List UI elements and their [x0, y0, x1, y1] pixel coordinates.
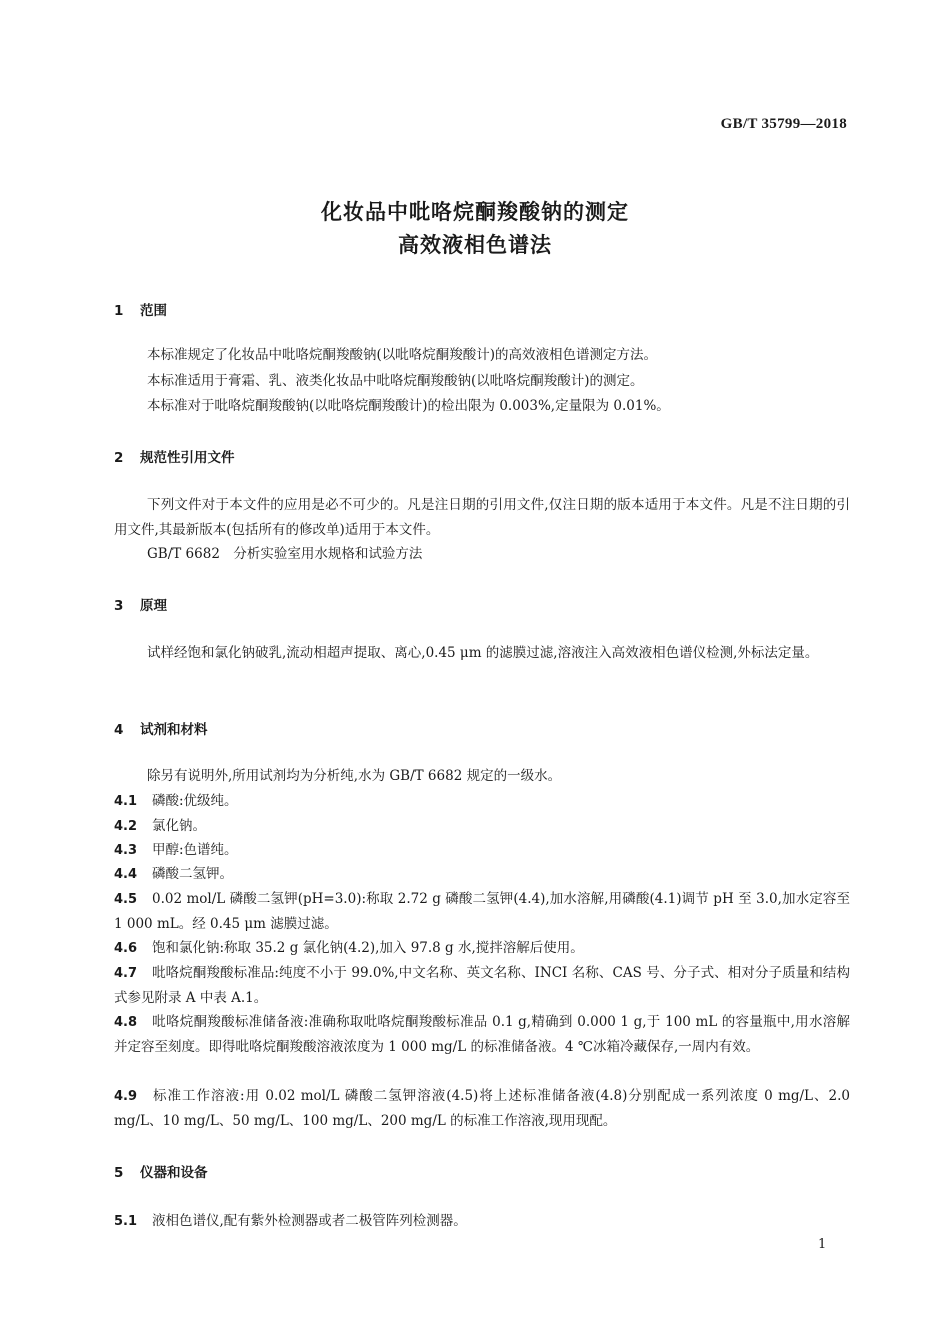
- section-heading-principle: [114, 594, 167, 614]
- paragraph: 本标准规定了化妆品中吡咯烷酮羧酸钠(以吡咯烷酮羧酸计)的高效液相色谱测定方法。: [147, 347, 658, 363]
- clause-text: 甲醇:色谱纯。: [152, 842, 238, 858]
- section-title: 试剂和材料: [140, 722, 208, 738]
- section-number: 1: [114, 303, 124, 319]
- clause-item: [114, 1084, 850, 1134]
- section-heading-references: [114, 446, 235, 466]
- section-heading-scope: [114, 299, 167, 319]
- document-title: 化妆品中吡咯烷酮羧酸钠的测定: [321, 200, 629, 224]
- clause-item: [114, 1010, 850, 1060]
- clause-text: 氯化钠。: [152, 818, 206, 834]
- clause-item: [114, 961, 850, 1011]
- clause-item: [114, 789, 850, 814]
- clause-item: [114, 814, 850, 839]
- section-heading-reagents: [114, 718, 208, 738]
- clause-number: 4.2: [114, 819, 138, 834]
- clause-number: 4.7: [114, 966, 138, 981]
- paragraph: 除另有说明外,所用试剂均为分析纯,水为 GB/T 6682 规定的一级水。: [147, 768, 562, 784]
- clause-item: [114, 1209, 850, 1234]
- section-number: 4: [114, 722, 124, 738]
- clause-text: 0.02 mol/L 磷酸二氢钾(pH=3.0):称取 2.72 g 磷酸二氢钾(4.4),加水溶解,用磷酸(4.1)调节 pH 至 3.0,加水定容至 1 000 mL。经 0.45 μm 滤膜过滤。: [114, 891, 850, 932]
- clause-text: 吡咯烷酮羧酸标准储备液:准确称取吡咯烷酮羧酸标准品 0.1 g,精确到 0.000 1 g,于 100 mL 的容量瓶中,用水溶解并定容至刻度。即得吡咯烷酮羧酸溶液浓度为 1 000 mg/L 的标准储备液。4 ℃冰箱冷藏保存,一周内有效。: [114, 1014, 850, 1055]
- clause-text: 标准工作溶液:用 0.02 mol/L 磷酸二氢钾溶液(4.5)将上述标准储备液(4.8)分别配成一系列浓度 0 mg/L、2.0 mg/L、10 mg/L、50 mg/L、100 mg/L、200 mg/L 的标准工作溶液,现用现配。: [114, 1088, 850, 1129]
- section-number: 2: [114, 450, 124, 466]
- clause-text: 磷酸:优级纯。: [152, 793, 238, 809]
- paragraph: 本标准对于吡咯烷酮羧酸钠(以吡咯烷酮羧酸计)的检出限为 0.003%,定量限为 0.01%。: [147, 398, 670, 414]
- clause-number: 4.3: [114, 843, 138, 858]
- section-heading-apparatus: [114, 1161, 208, 1181]
- section-number: 5: [114, 1165, 124, 1181]
- clause-number: 4.6: [114, 941, 138, 956]
- clause-number: 4.8: [114, 1015, 138, 1030]
- section-number: 3: [114, 598, 124, 614]
- reference-entry: GB/T 6682 分析实验室用水规格和试验方法: [147, 546, 423, 562]
- paragraph: 本标准适用于膏霜、乳、液类化妆品中吡咯烷酮羧酸钠(以吡咯烷酮羧酸计)的测定。: [147, 373, 644, 389]
- paragraph: 试样经饱和氯化钠破乳,流动相超声提取、离心,0.45 μm 的滤膜过滤,溶液注入高效液相色谱仪检测,外标法定量。: [147, 645, 819, 661]
- clause-number: 5.1: [114, 1214, 138, 1229]
- clause-number: 4.1: [114, 794, 138, 809]
- standard-code: GB/T 35799—2018: [720, 116, 847, 132]
- clause-text: 液相色谱仪,配有紫外检测器或者二极管阵列检测器。: [152, 1213, 467, 1229]
- section-title: 规范性引用文件: [140, 450, 235, 466]
- clause-number: 4.4: [114, 867, 138, 882]
- clause-item: [114, 936, 850, 961]
- clause-number: 4.5: [114, 892, 138, 907]
- clause-text: 磷酸二氢钾。: [152, 866, 233, 882]
- clause-text: 饱和氯化钠:称取 35.2 g 氯化钠(4.2),加入 97.8 g 水,搅拌溶解后使用。: [152, 940, 584, 956]
- page-number: 1: [818, 1237, 827, 1252]
- section-title: 仪器和设备: [140, 1165, 208, 1181]
- clause-number: 4.9: [114, 1089, 138, 1104]
- clause-item: [114, 862, 850, 887]
- document-subtitle: 高效液相色谱法: [398, 233, 552, 257]
- clause-item: [114, 838, 850, 863]
- paragraph: 下列文件对于本文件的应用是必不可少的。凡是注日期的引用文件,仅注日期的版本适用于本文件。凡是不注日期的引用文件,其最新版本(包括所有的修改单)适用于本文件。: [114, 497, 850, 538]
- section-title: 范围: [140, 303, 167, 319]
- section-title: 原理: [140, 598, 167, 614]
- clause-text: 吡咯烷酮羧酸标准品:纯度不小于 99.0%,中文名称、英文名称、INCI 名称、CAS 号、分子式、相对分子质量和结构式参见附录 A 中表 A.1。: [114, 965, 850, 1006]
- clause-item: [114, 887, 850, 937]
